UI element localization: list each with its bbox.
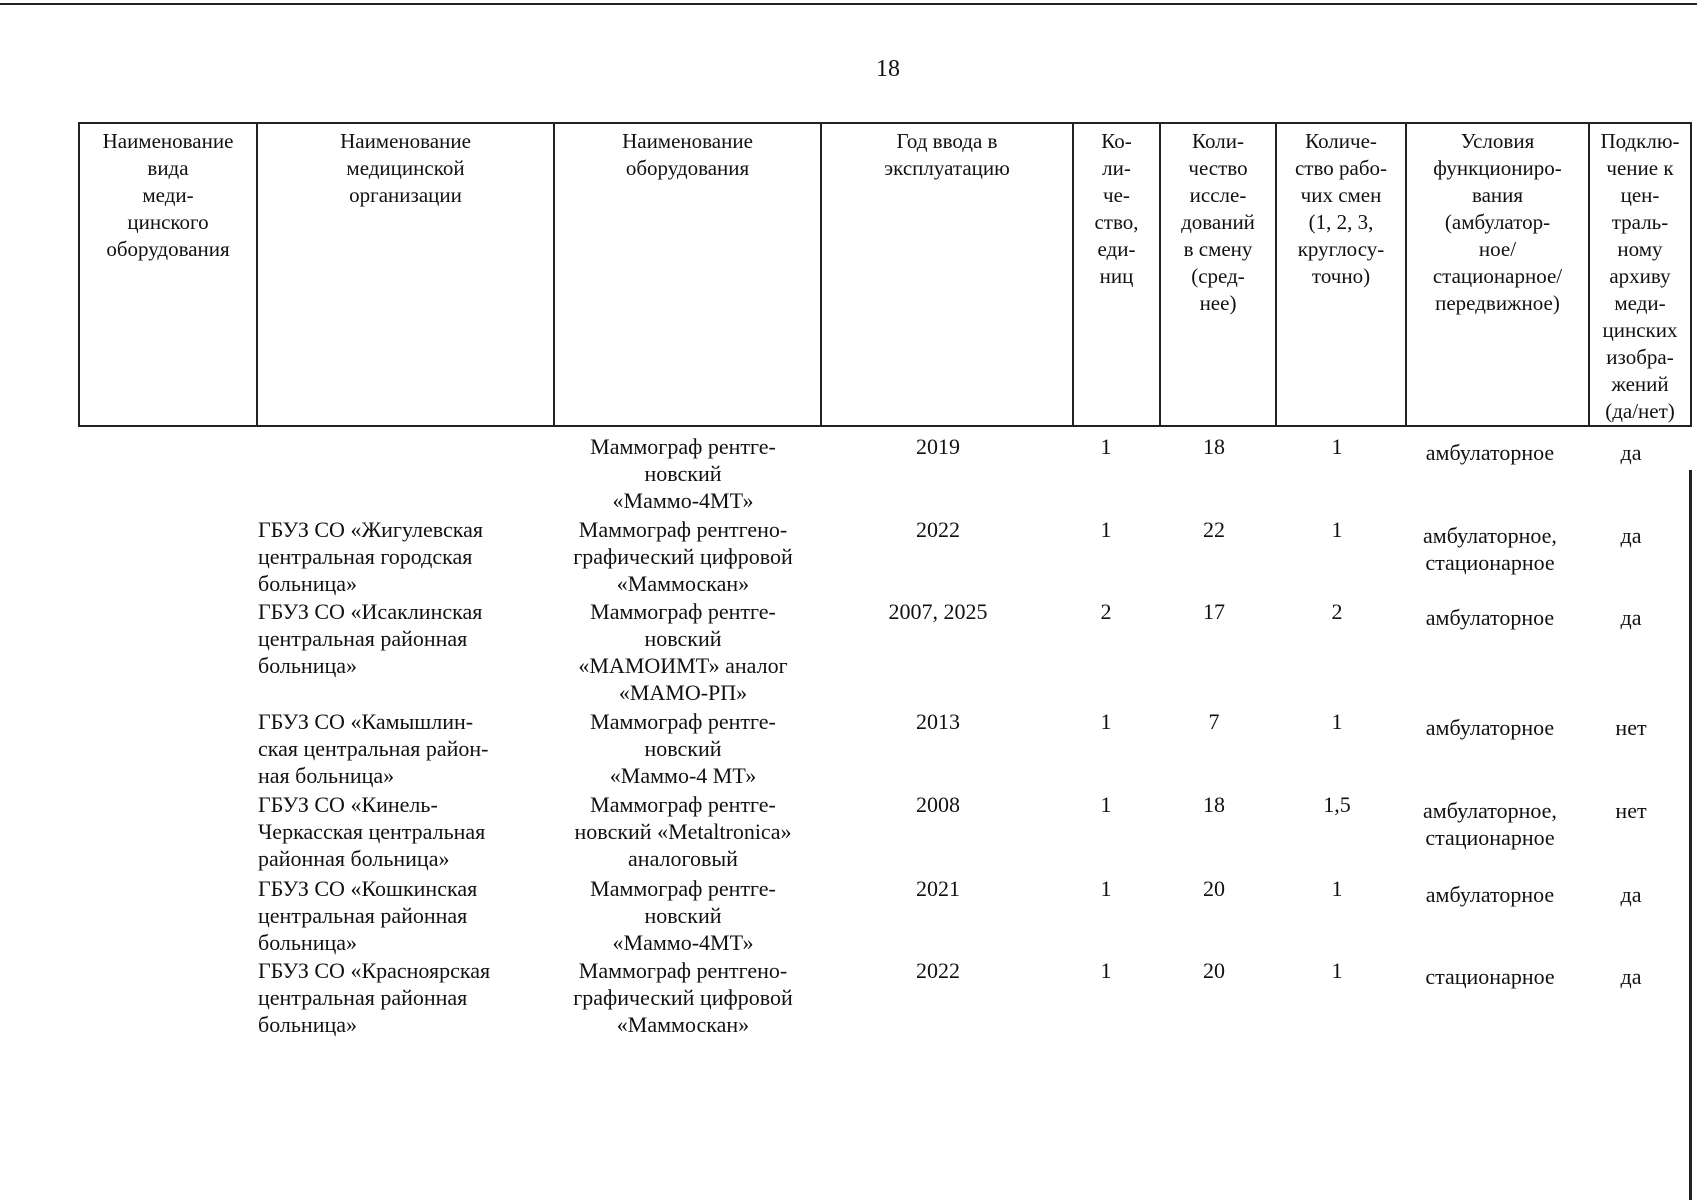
archive-cell: да [1620, 882, 1642, 907]
shifts-cell: 2 [1331, 599, 1343, 624]
studies-cell: 20 [1203, 876, 1225, 901]
equipment-cell: Маммограф рентге- новский «Маммо-4 МТ» [590, 709, 776, 788]
archive-cell: нет [1615, 798, 1647, 823]
quantity-cell: 1 [1100, 958, 1112, 983]
archive-cell: да [1620, 605, 1642, 630]
table-header [78, 122, 1692, 427]
quantity-cell: 1 [1100, 434, 1112, 459]
conditions-cell: амбулаторное [1425, 882, 1555, 907]
year-cell: 2013 [916, 709, 960, 734]
equipment-cell: Маммограф рентге- новский «Metaltronica» аналоговый [574, 792, 792, 871]
header-year-text: Год ввода в эксплуатацию [884, 129, 1010, 180]
page-number: 18 [876, 56, 900, 82]
conditions-cell: амбулаторное, стационарное [1423, 523, 1557, 575]
conditions-cell: амбулаторное [1425, 605, 1555, 630]
quantity-cell: 2 [1100, 599, 1112, 624]
equipment-cell: Маммограф рентге- новский «Маммо-4МТ» [590, 876, 776, 955]
conditions-cell: амбулаторное [1425, 440, 1555, 465]
equipment-cell: Маммограф рентгено- графический цифровой «Маммоскан» [573, 517, 793, 596]
organization-cell: ГБУЗ СО «Исаклинская центральная районная больница» [258, 599, 483, 678]
shifts-cell: 1 [1331, 876, 1343, 901]
header-archive [1589, 123, 1691, 426]
header-studies-text: Коли- чество иссле- дований в смену (сред- нее) [1181, 129, 1255, 315]
header-year [821, 123, 1073, 426]
archive-cell: да [1620, 964, 1642, 989]
quantity-cell: 1 [1100, 517, 1112, 542]
header-equipment-type [79, 123, 257, 426]
shifts-cell: 1,5 [1323, 792, 1351, 817]
header-studies [1160, 123, 1276, 426]
shifts-cell: 1 [1331, 517, 1343, 542]
shifts-cell: 1 [1331, 434, 1343, 459]
equipment-cell: Маммограф рентге- новский «МАМОИМТ» аналог «МАМО-РП» [578, 599, 788, 705]
studies-cell: 7 [1208, 709, 1220, 734]
studies-cell: 18 [1203, 792, 1225, 817]
conditions-cell: стационарное [1425, 964, 1555, 989]
quantity-cell: 1 [1100, 709, 1112, 734]
header-equipment-type-text: Наименование вида меди- цинского оборудования [102, 129, 234, 261]
year-cell: 2022 [916, 517, 960, 542]
header-archive-text: Подклю- чение к цен- траль- ному архиву меди- цинских изобра- жений (да/нет) [1600, 129, 1680, 423]
year-cell: 2021 [916, 876, 960, 901]
studies-cell: 22 [1203, 517, 1225, 542]
header-equipment-name [554, 123, 821, 426]
shifts-cell: 1 [1331, 958, 1343, 983]
year-cell: 2007, 2025 [888, 599, 988, 624]
quantity-cell: 1 [1100, 792, 1112, 817]
archive-cell: да [1620, 523, 1642, 548]
studies-cell: 18 [1203, 434, 1225, 459]
year-cell: 2022 [916, 958, 960, 983]
shifts-cell: 1 [1331, 709, 1343, 734]
organization-cell: ГБУЗ СО «Кошкинская центральная районная больница» [258, 876, 478, 955]
studies-cell: 20 [1203, 958, 1225, 983]
top-border-line [0, 3, 1697, 5]
studies-cell: 17 [1203, 599, 1225, 624]
organization-cell: ГБУЗ СО «Жигулевская центральная городская больница» [258, 517, 483, 596]
quantity-cell: 1 [1100, 876, 1112, 901]
header-equipment-name-text: Наименование оборудования [622, 129, 753, 180]
archive-cell: да [1620, 440, 1642, 465]
organization-cell: ГБУЗ СО «Камышлин- ская центральная район- ная больница» [258, 709, 489, 788]
header-organization-text: Наименование медицинской организации [340, 129, 471, 207]
equipment-cell: Маммограф рентгено- графический цифровой «Маммоскан» [573, 958, 793, 1037]
year-cell: 2008 [916, 792, 960, 817]
header-conditions [1406, 123, 1589, 426]
header-quantity-text: Ко- ли- че- ство, еди- ниц [1094, 129, 1139, 288]
organization-cell: ГБУЗ СО «Кинель- Черкасская центральная районная больница» [258, 792, 486, 871]
header-conditions-text: Условия функциониро- вания (амбулатор- ное/ стационарное/ передвижное) [1432, 129, 1563, 315]
year-cell: 2019 [916, 434, 960, 459]
header-shifts [1276, 123, 1406, 426]
organization-cell: ГБУЗ СО «Красноярская центральная районная больница» [258, 958, 491, 1037]
header-shifts-text: Количе- ство рабо- чих смен (1, 2, 3, круглосу- точно) [1294, 129, 1388, 288]
conditions-cell: амбулаторное, стационарное [1423, 798, 1557, 850]
right-border-line [1689, 470, 1692, 1200]
equipment-cell: Маммограф рентге- новский «Маммо-4МТ» [590, 434, 776, 513]
archive-cell: нет [1615, 715, 1647, 740]
header-organization [257, 123, 554, 426]
header-quantity [1073, 123, 1160, 426]
conditions-cell: амбулаторное [1425, 715, 1555, 740]
